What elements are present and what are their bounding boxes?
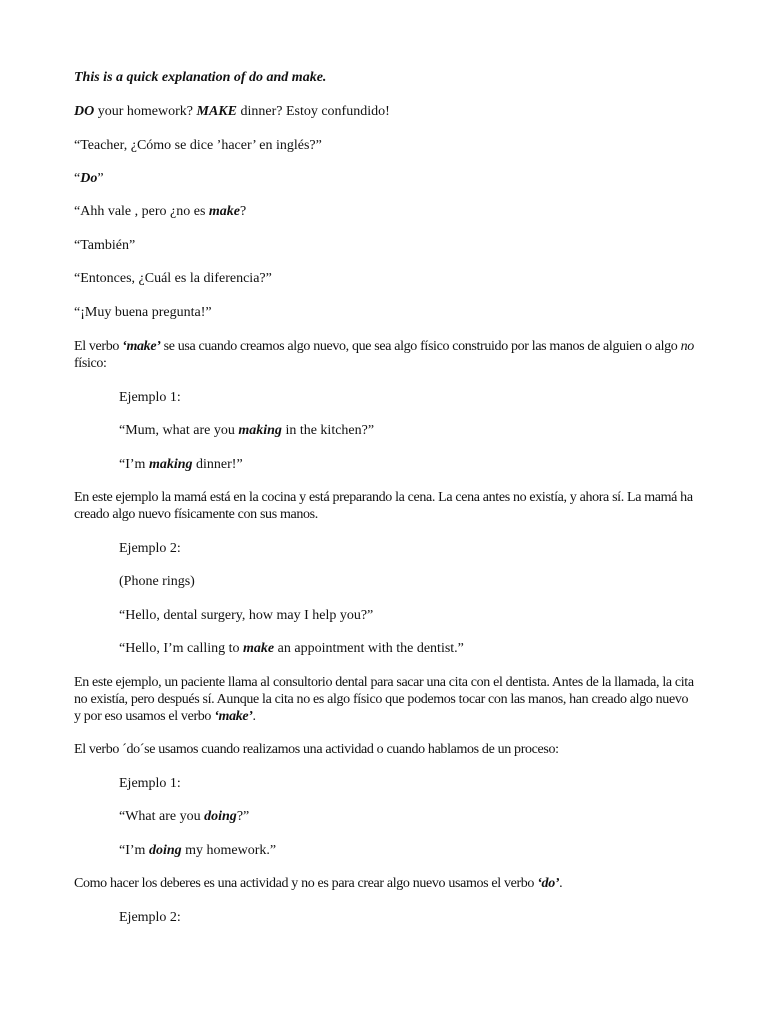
example-label: Ejemplo 2:	[119, 541, 181, 556]
paragraph-intro	[74, 103, 696, 120]
paragraph-do-explanation	[74, 875, 696, 892]
emphasis-doing: doing	[148, 843, 182, 858]
emphasis-do: DO	[74, 104, 95, 119]
emphasis-make: MAKE	[196, 104, 237, 119]
example-line	[119, 422, 696, 439]
text-run: an appointment with the dentist.”	[274, 641, 464, 656]
quote-mark: “	[74, 171, 81, 186]
text-run: .	[559, 876, 563, 891]
text-run: ?	[240, 204, 247, 219]
text-run: in the kitchen?”	[281, 423, 375, 438]
text-run: El verbo	[74, 339, 123, 354]
dialogue-line: “Teacher, ¿Cómo se dice ’hacer’ en inglés?”	[74, 138, 322, 153]
example-label: Ejemplo 1:	[119, 776, 181, 791]
emphasis-making: making	[238, 423, 282, 438]
example-label: Ejemplo 1:	[119, 390, 181, 405]
example-line	[119, 808, 696, 825]
dialogue-line	[74, 203, 696, 220]
emphasis-make: make	[208, 204, 241, 219]
text-run: dinner? Estoy confundido!	[236, 104, 390, 119]
example-line	[119, 456, 696, 473]
paragraph-example1-explanation: En este ejemplo la mamá está en la cocina y está preparando la cena. La cena antes no existía, y ahora sí. La mamá ha creado algo nuevo físicamente con sus manos.	[74, 490, 693, 522]
text-run: Como hacer los deberes es una actividad y no es para crear algo nuevo usamos el verbo	[74, 876, 538, 891]
emphasis-making: making	[148, 457, 193, 472]
text-run: “Mum, what are you	[119, 423, 239, 438]
text-run: En este ejemplo, un paciente llama al consultorio dental para sacar una cita con el dentista. Antes de la llamada, la cita no existía, pero después sí. Aunque la cita no es algo físico que podemos tocar con las manos, han creado algo nuevo y por eso usamos el verbo	[74, 675, 694, 724]
title-text: This is a quick explanation of do and make.	[74, 70, 327, 85]
emphasis-do: ‘do’	[537, 876, 560, 891]
text-run: dinner!”	[192, 457, 243, 472]
paragraph-example2-explanation	[74, 674, 696, 725]
quote-mark: ”	[97, 171, 104, 186]
emphasis-make: make	[243, 641, 275, 656]
document-title	[74, 69, 696, 86]
text-run: “Ahh vale , pero ¿no es	[74, 204, 209, 219]
example-label: Ejemplo 2:	[119, 910, 181, 925]
text-run: “What are you	[119, 809, 205, 824]
example-line	[119, 842, 696, 859]
text-run: .	[252, 709, 256, 724]
emphasis-make: ‘make’	[122, 339, 161, 354]
text-run: “I’m	[119, 457, 149, 472]
example-line: “Hello, dental surgery, how may I help you?”	[119, 608, 374, 623]
paragraph-make-definition	[74, 338, 696, 372]
text-run: your homework?	[94, 104, 197, 119]
dialogue-line: “También”	[74, 238, 136, 253]
text-run: físico:	[74, 356, 107, 371]
example-line: (Phone rings)	[119, 574, 195, 589]
emphasis-do: Do	[80, 171, 98, 186]
emphasis-doing: doing	[204, 809, 237, 824]
text-run: “I’m	[119, 843, 149, 858]
text-run: se usa cuando creamos algo nuevo, que sea algo físico construido por las manos de alguien o algo	[160, 339, 681, 354]
emphasis-no: no	[680, 339, 694, 354]
emphasis-make: ‘make’	[214, 709, 253, 724]
text-run: “Hello, I’m calling to	[119, 641, 244, 656]
dialogue-line: “Entonces, ¿Cuál es la diferencia?”	[74, 271, 272, 286]
dialogue-line: “¡Muy buena pregunta!”	[74, 305, 212, 320]
dialogue-line	[74, 170, 696, 187]
text-run: ?”	[236, 809, 250, 824]
example-line	[119, 640, 696, 657]
paragraph-do-definition: El verbo ´do´se usamos cuando realizamos una actividad o cuando hablamos de un proceso:	[74, 742, 559, 757]
text-run: my homework.”	[181, 843, 277, 858]
